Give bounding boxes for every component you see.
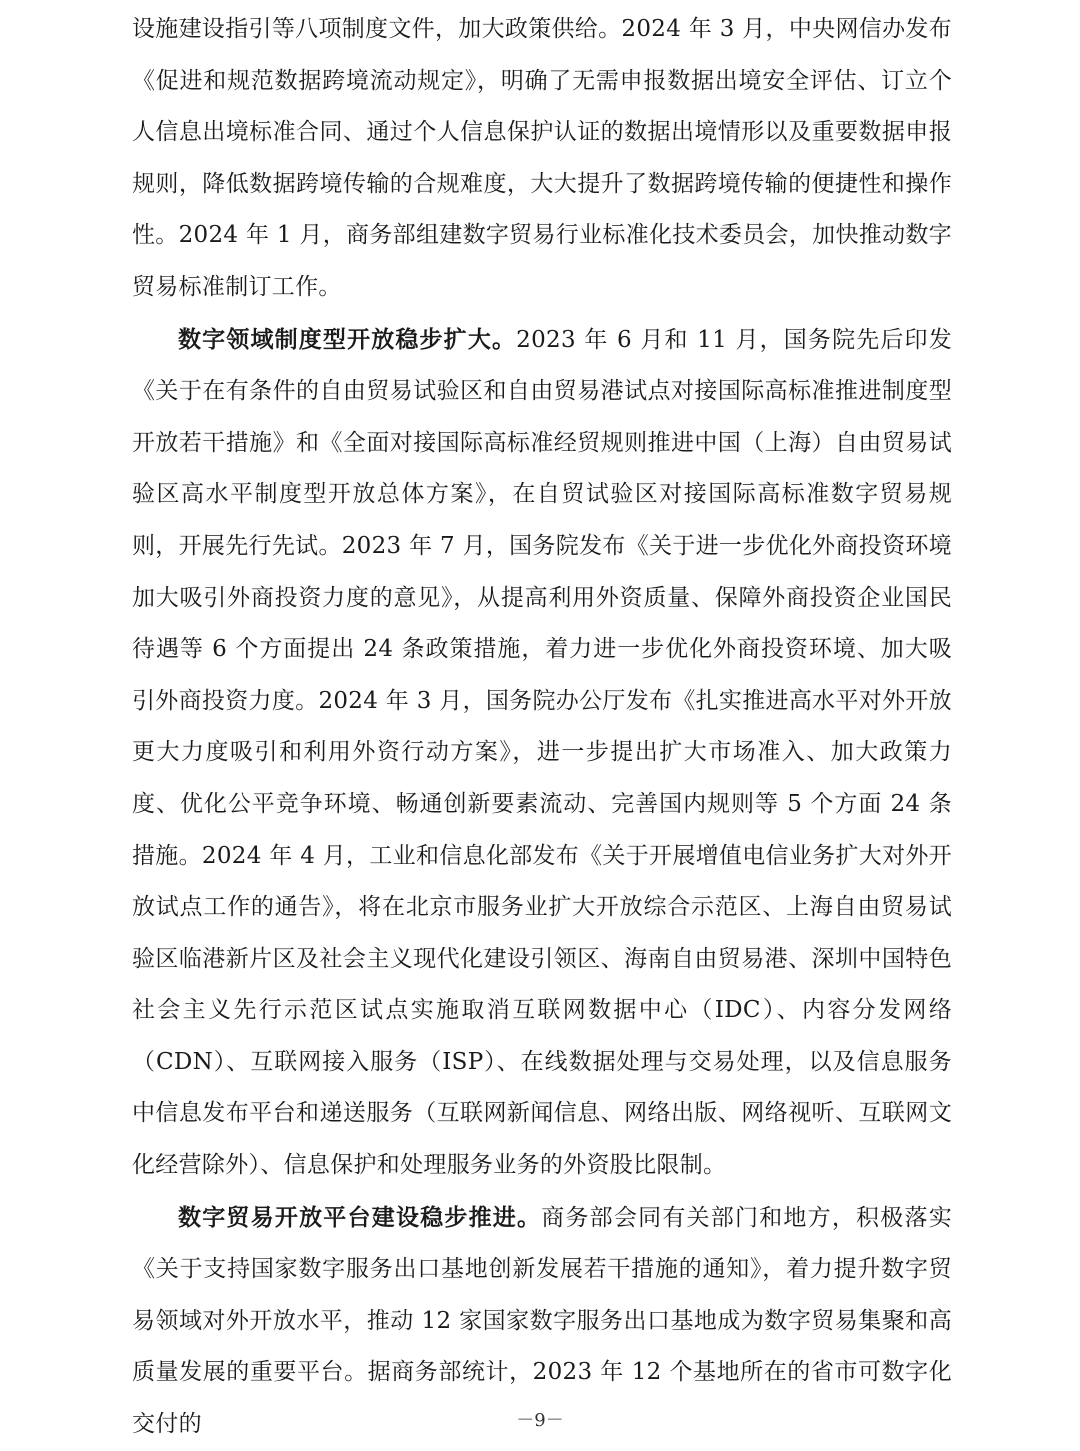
page-number: －9－ (516, 1410, 564, 1431)
paragraph-1-text: 设施建设指引等八项制度文件，加大政策供给。2024 年 3 月，中央网信办发布《促进和规范数据跨境流动规定》，明确了无需申报数据出境安全评估、订立个人信息出境标准合同、通过个人信息保护认证的数据出境情形以及重要数据申报规则，降低数据跨境传输的合规难度，大大提升了数据跨境传输的便捷性和操作性。2024 年 1 月，商务部组建数字贸易行业标准化技术委员会，加快推动数字贸易标准制订工作。 (132, 16, 952, 300)
document-page (132, 4, 952, 1451)
paragraph-2-text: 2023 年 6 月和 11 月，国务院先后印发《关于在有条件的自由贸易试验区和自由贸易港试点对接国际高标准推进制度型开放若干措施》和《全面对接国际高标准经贸规则推进中国（上海）自由贸易试验区高水平制度型开放总体方案》，在自贸试验区对接国际高标准数字贸易规则，开展先行先试。2023 年 7 月，国务院发布《关于进一步优化外商投资环境 加大吸引外商投资力度的意见》，从提高利用外资质量、保障外商投资企业国民待遇等 6 个方面提出 24 条政策措施，着力进一步优化外商投资环境、加大吸引外商投资力度。2024 年 3 月，国务院办公厅发布《扎实推进高水平对外开放更大力度吸引和利用外资行动方案》，进一步提出扩大市场准入、加大政策力度、优化公平竞争环境、畅通创新要素流动、完善国内规则等 5 个方面 24 条措施。2024 年 4 月，工业和信息化部发布《关于开展增值电信业务扩大对外开放试点工作的通告》，将在北京市服务业扩大开放综合示范区、上海自由贸易试验区临港新片区及社会主义现代化建设引领区、海南自由贸易港、深圳中国特色社会主义先行示范区试点实施取消互联网数据中心（IDC）、内容分发网络（CDN）、互联网接入服务（ISP）、在线数据处理与交易处理，以及信息服务中信息发布平台和递送服务（互联网新闻信息、网络出版、网络视听、互联网文化经营除外）、信息保护和处理服务业务的外资股比限制。 (132, 326, 952, 1179)
paragraph-3-text: 商务部会同有关部门和地方，积极落实《关于支持国家数字服务出口基地创新发展若干措施的通知》，着力提升数字贸易领域对外开放水平，推动 12 家国家数字服务出口基地成为数字贸易集聚和高质量发展的重要平台。据商务部统计，2023 年 12 个基地所在的省市可数字化交付的 (132, 1204, 953, 1438)
paragraph-2-heading: 数字领域制度型开放稳步扩大。 (178, 325, 517, 353)
paragraph-institutional-opening (132, 314, 952, 1192)
paragraph-policy-supply (132, 4, 952, 314)
paragraph-3-heading: 数字贸易开放平台建设稳步推进。 (178, 1203, 542, 1231)
